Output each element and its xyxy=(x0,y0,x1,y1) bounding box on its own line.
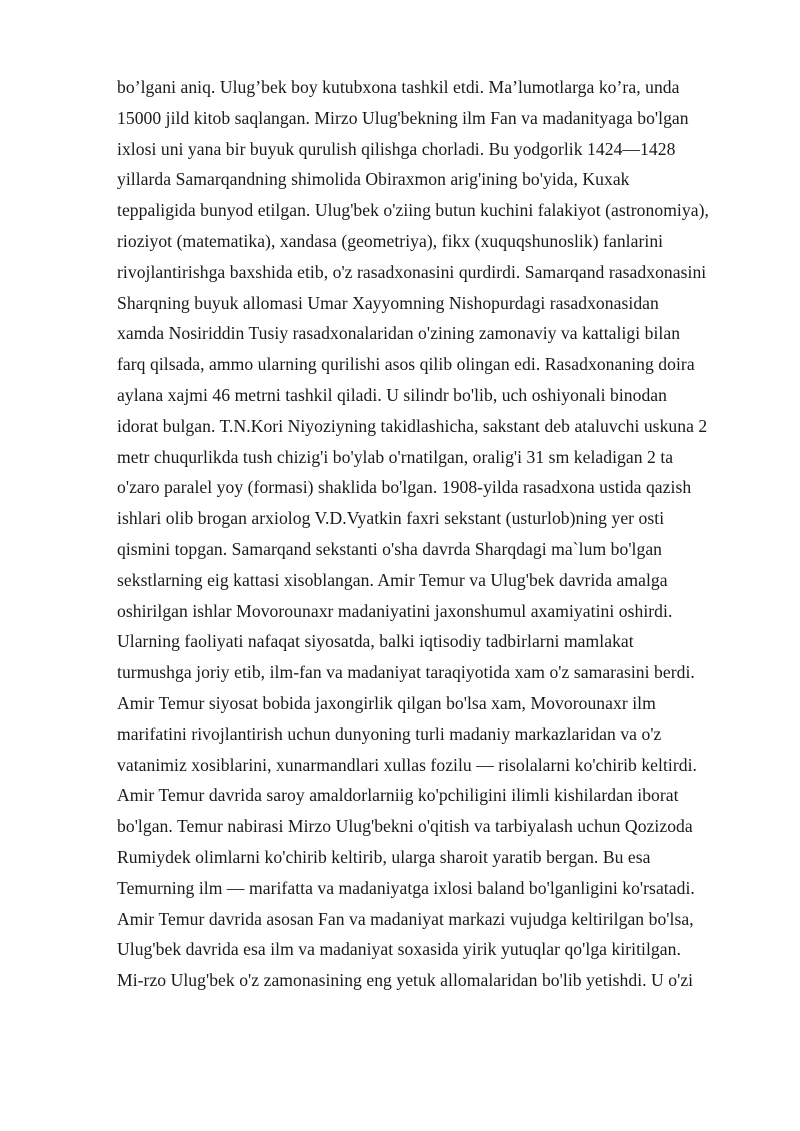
text-line: rioziyot (matematika), xandasa (geometriya), fikx (xuquqshunoslik) fanlarini xyxy=(117,230,664,251)
text-line: metr chuqurlikda tush chizig'i bo'ylab o'rnatilgan, oralig'i 31 sm keladigan 2 ta xyxy=(117,446,674,467)
text-line: ishlari olib brogan arxiolog V.D.Vyatkin faxri sekstant (usturlob)ning yer osti xyxy=(117,508,665,529)
text-line: bo'lgan. Temur nabirasi Mirzo Ulug'bekni o'qitish va tarbiyalash uchun Qozizoda xyxy=(117,816,693,837)
text-line: o'zaro paralel yoy (formasi) shaklida bo'lgan. 1908-yilda rasadxona ustida qazish xyxy=(117,477,692,498)
text-line: ixlosi uni yana bir buyuk qurulish qilishga chorladi. Bu yodgorlik 1424—1428 xyxy=(117,138,676,159)
text-line: Rumiydek olimlarni ko'chirib keltirib, ularga sharoit yaratib bergan. Bu esa xyxy=(117,846,651,867)
text-line: Temurning ilm — marifatta va madaniyatga ixlosi baland bo'lganligini ko'rsatadi. xyxy=(117,877,695,898)
text-line: vatanimiz xosiblarini, xunarmandlari xullas fozilu — risolalarni ko'chirib keltirdi. xyxy=(117,754,697,775)
text-line: idorat bulgan. T.N.Kori Niyoziyning takidlashicha, sakstant deb ataluvchi uskuna 2 xyxy=(117,415,708,436)
text-line: farq qilsada, ammo ularning qurilishi asos qilib olingan edi. Rasadxonaning doira xyxy=(117,354,695,375)
text-line: turmushga joriy etib, ilm-fan va madaniyat taraqiyotida xam o'z samarasini berdi. xyxy=(117,662,695,683)
text-line: marifatini rivojlantirish uchun dunyoning turli madaniy markazlaridan va o'z xyxy=(117,723,662,744)
body-text xyxy=(117,72,757,996)
text-line: aylana xajmi 46 metrni tashkil qiladi. U silindr bo'lib, uch oshiyonali binodan xyxy=(117,384,667,405)
text-line: oshirilgan ishlar Movorounaxr madaniyatini jaxonshumul axamiyatini oshirdi. xyxy=(117,600,673,621)
text-line: 15000 jild kitob saqlangan. Mirzo Ulug'bekning ilm Fan va madanityaga bo'lgan xyxy=(117,107,689,128)
text-line: Sharqning buyuk allomasi Umar Xayyomning Nishopurdagi rasadxonasidan xyxy=(117,292,659,313)
text-line: yillarda Samarqandning shimolida Obiraxmon arig'ining bo'yida, Kuxak xyxy=(117,169,630,190)
text-line: Ulug'bek davrida esa ilm va madaniyat soxasida yirik yutuqlar qo'lga kiritilgan. xyxy=(117,939,681,960)
text-line: Amir Temur davrida asosan Fan va madaniyat markazi vujudga keltirilgan bo'lsa, xyxy=(117,908,694,929)
text-line: Amir Temur siyosat bobida jaxongirlik qilgan bo'lsa xam, Movorounaxr ilm xyxy=(117,692,656,713)
text-line: sekstlarning eig kattasi xisoblangan. Amir Temur va Ulug'bek davrida amalga xyxy=(117,569,668,590)
text-line: bo’lgani aniq. Ulug’bek boy kutubxona tashkil etdi. Ma’lumotlarga ko’ra, unda xyxy=(117,77,680,97)
text-line: Ularning faoliyati nafaqat siyosatda, balki iqtisodiy tadbirlarni mamlakat xyxy=(117,631,634,652)
text-line: xamda Nosiriddin Tusiy rasadxonalaridan o'zining zamonaviy va kattaligi bilan xyxy=(117,323,681,344)
text-line: Amir Temur davrida saroy amaldorlarniig ko'pchiligini ilimli kishilardan iborat xyxy=(117,785,679,806)
text-line: teppaligida bunyod etilgan. Ulug'bek o'ziing butun kuchini falakiyot (astronomiya), xyxy=(117,200,709,221)
text-line: Mi-rzo Ulug'bek o'z zamonasining eng yetuk allomalaridan bo'lib yetishdi. U o'zi xyxy=(117,970,694,991)
text-line: qismini topgan. Samarqand sekstanti o'sha davrda Sharqdagi ma`lum bo'lgan xyxy=(117,538,663,559)
text-line: rivojlantirishga baxshida etib, o'z rasadxonasini qurdirdi. Samarqand rasadxonasini xyxy=(117,261,707,282)
